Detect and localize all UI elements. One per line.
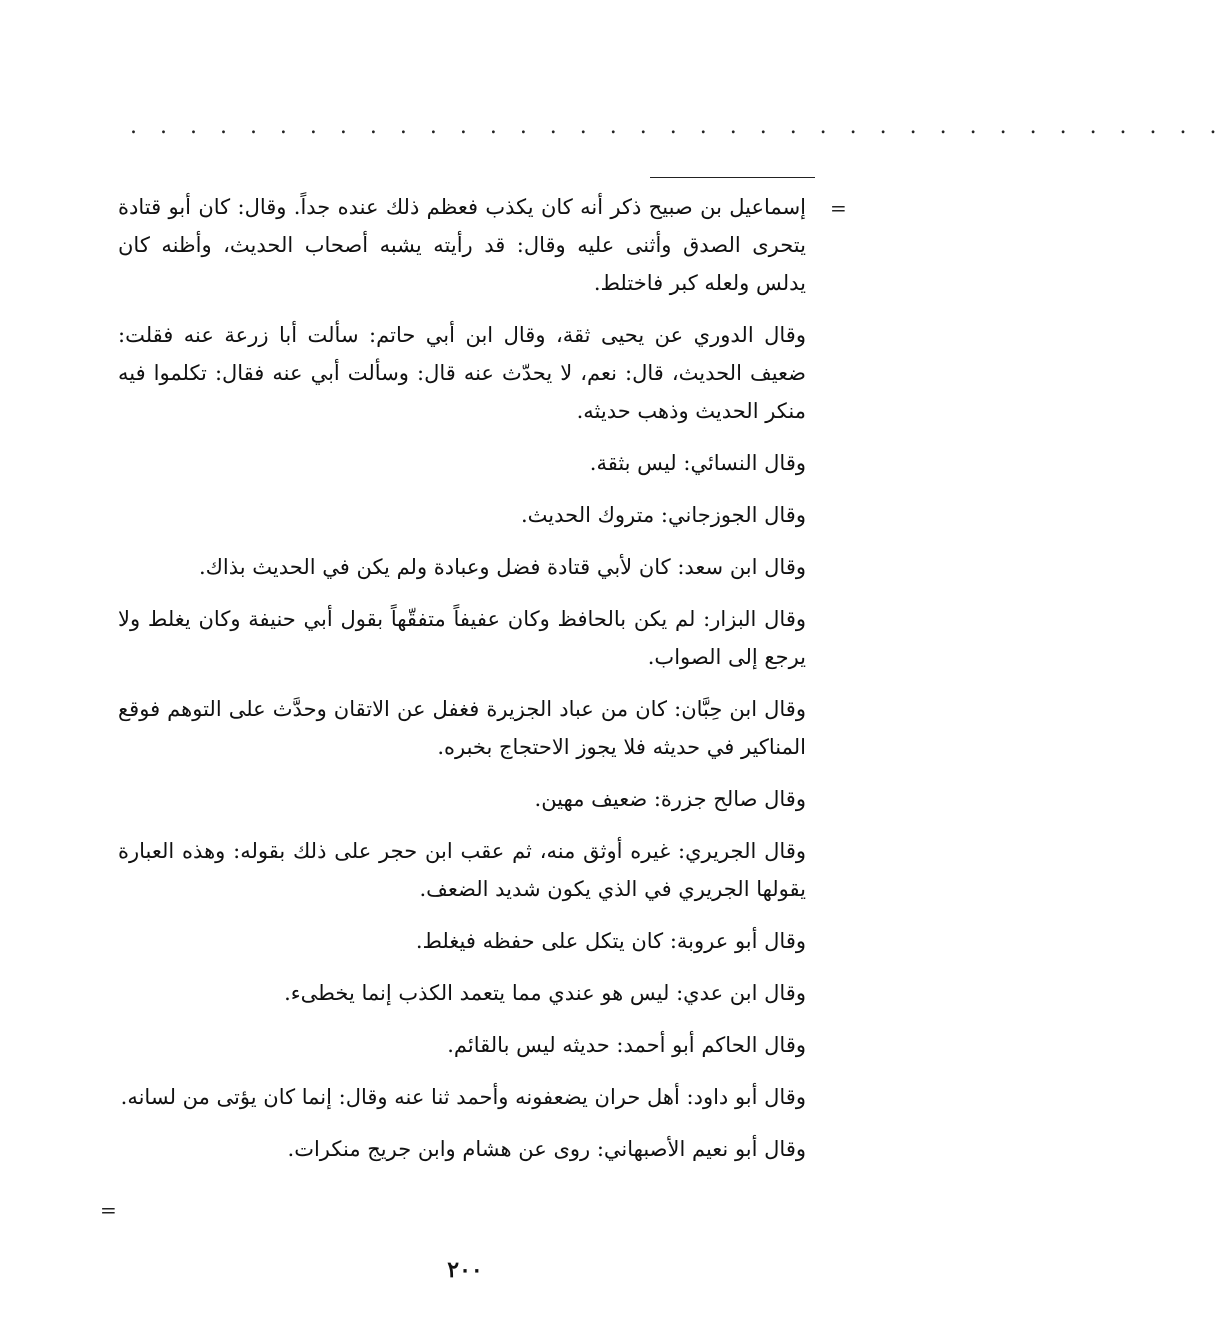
page-number: ٢٠٠ <box>447 1257 483 1283</box>
footnote-rule <box>650 177 815 178</box>
paragraph-13: وقال أبو داود: أهل حران يضعفونه وأحمد ثنا عنه وقال: إنما كان يؤتى من لسانه. <box>120 1085 806 1109</box>
paragraph-2: وقال الدوري عن يحيى ثقة، وقال ابن أبي حاتم: سألت أبا زرعة عنه فقلت: ضعيف الحديث، قال: نعم، لا يحدّث عنه قال: وسألت أبي عنه فقال: تكلموا فيه منكر الحديث وذهب حديثه. <box>118 323 806 423</box>
dotted-separator: . . . . . . . . . . . . . . . . . . . . . . . . . . . . . . . . . . . . . <box>130 114 1225 139</box>
paragraph-5: وقال ابن سعد: كان لأبي قتادة فضل وعبادة ولم يكن في الحديث بذاك. <box>198 555 806 579</box>
continuation-mark-bottom: = <box>100 1198 117 1222</box>
paragraph-7: وقال ابن حِبَّان: كان من عباد الجزيرة فغفل عن الاتقان وحدَّث على التوهم فوقع المناكير في حديثه فلا يجوز الاحتجاج بخبره. <box>118 697 806 759</box>
paragraph-1: إسماعيل بن صبيح ذكر أنه كان يكذب فعظم ذلك عنده جداً. وقال: كان أبو قتادة يتحرى الصدق وأثنى عليه وقال: قد رأيته يشبه أصحاب الحديث، وأظنه كان يدلس ولعله كبر فاختلط. <box>118 195 806 295</box>
paragraph-14: وقال أبو نعيم الأصبهاني: روى عن هشام وابن جريج منكرات. <box>287 1137 806 1161</box>
paragraph-4: وقال الجوزجاني: متروك الحديث. <box>520 503 806 527</box>
paragraph-8: وقال صالح جزرة: ضعيف مهين. <box>534 787 806 811</box>
paragraph-9: وقال الجريري: غيره أوثق منه، ثم عقب ابن حجر على ذلك بقوله: وهذه العبارة يقولها الجريري في الذي يكون شديد الضعف. <box>118 839 806 901</box>
paragraph-11: وقال ابن عدي: ليس هو عندي مما يتعمد الكذب إنما يخطىء. <box>284 981 806 1005</box>
paragraph-6: وقال البزار: لم يكن بالحافظ وكان عفيفاً متفقّهاً بقول أبي حنيفة وكان يغلط ولا يرجع إلى الصواب. <box>118 607 806 669</box>
paragraph-3: وقال النسائي: ليس بثقة. <box>589 451 806 475</box>
continuation-mark-top: = <box>830 196 847 220</box>
paragraph-12: وقال الحاكم أبو أحمد: حديثه ليس بالقائم. <box>447 1033 806 1057</box>
footnote-text-block <box>118 188 806 1182</box>
paragraph-10: وقال أبو عروبة: كان يتكل على حفظه فيغلط. <box>415 929 806 953</box>
